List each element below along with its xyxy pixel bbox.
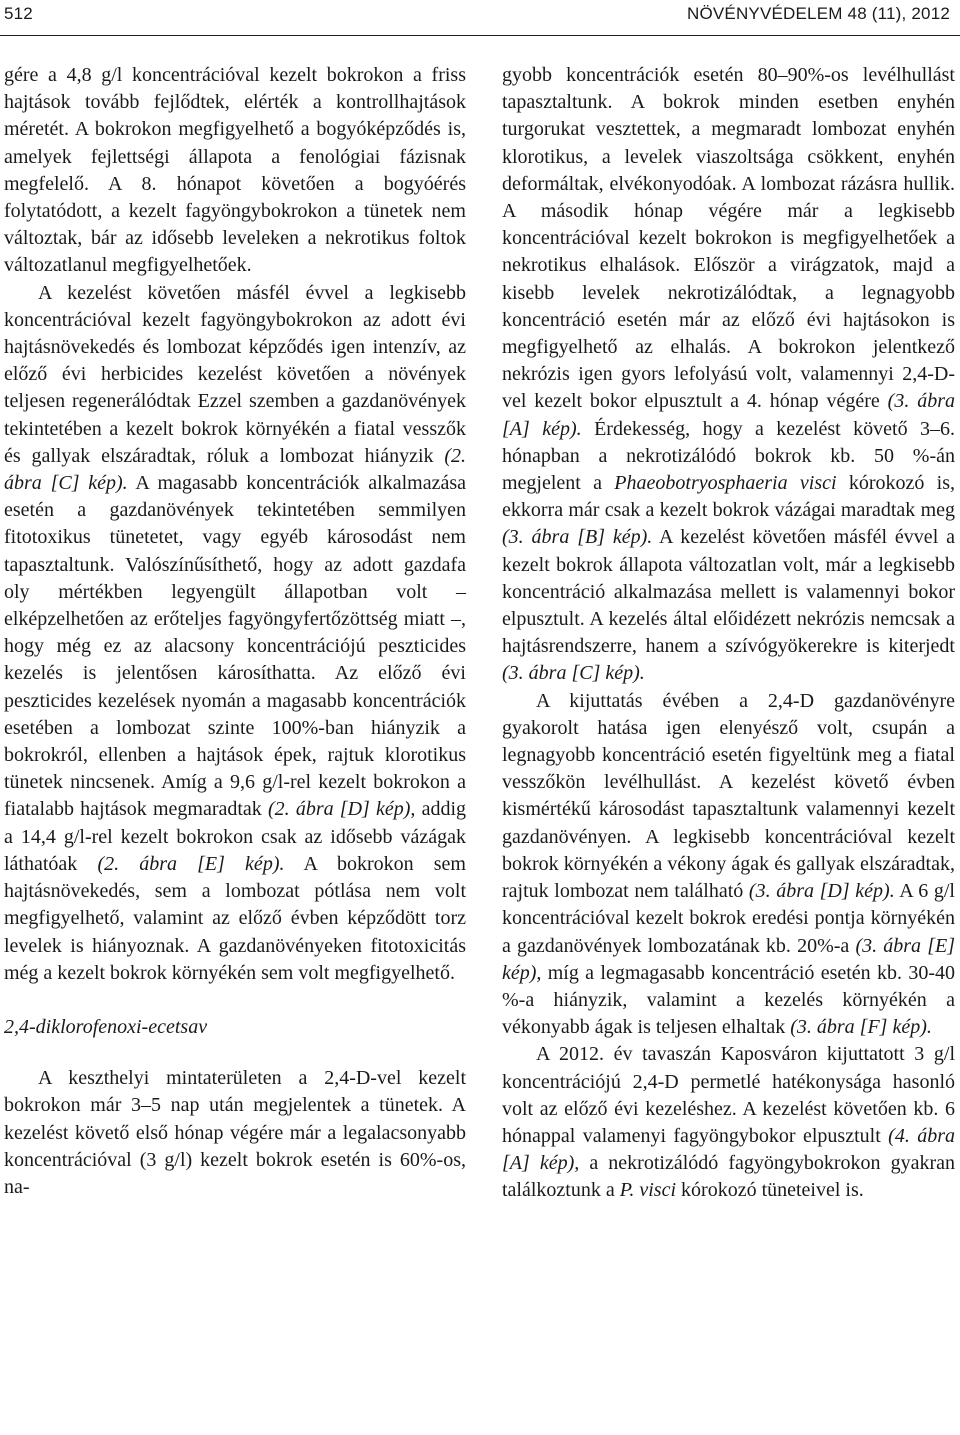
figure-reference: (2. ábra [D] kép), [267,798,416,821]
species-name: Phaeobotryosphaeria visci [614,472,837,495]
journal-title: NÖVÉNYVÉDELEM 48 (11), 2012 [686,4,950,23]
figure-reference: (2. ábra [E] kép). [97,852,285,875]
paragraph-continuation: gyobb koncentrációk esetén 80–90%-os levélhullást tapasztaltunk. A bokrok minden esetben enyhén turgorukat vesztettek, a megmaradt lombozat enyhén klorotikus, a levelek viaszoltsága csökkent, enyhén deformáltak, elvékonyodóak. A lombozat rázásra hullik. A második hónap végére már a legkisebb koncentrációval kezelt bokrokon is megfigyelhetőek a nekrotikus elhalások. Először a virágzatok, majd a kisebb levelek nekrotizálódtak, a legnagyobb koncentráció esetén már az előző évi hajtásokon is megfigyelhető az elhalás. A bokrokon jelentkező nekrózis igen gyors lefolyású volt, valamennyi 2,4-D-vel kezelt bokor elpusztult a 4. hónap végére (3. ábra [A] kép). Érdekesség, hogy a kezelést követő 3–6. hónapban a nekrotizálódó bokrok kb. 50 %-án megjelent a Phaeobotryosphaeria visci kórokozó is, ekkorra már csak a kezelt bokrok vázágai maradtak meg (3. ábra [B] kép). A kezelést követően másfél évvel a kezelt bokrok állapota változatlan volt, már a legkisebb koncentráció alkalmazása mellett is valamennyi bokor elpusztult. A kezelés által előidézett nekrózis nemcsak a hajtásrendszerre, hanem a szívógyökerekre is kiterjedt (3. ábra [C] kép). [502,64,956,685]
paragraph: A kijuttatás évében a 2,4-D gazdanövényre gyakorolt hatása igen elenyésző volt, csupán a legnagyobb koncentráció esetén figyeltünk meg a fiatal vesszőkön levélhullást. A kezelést követő évben kismértékű károsodást tapasztaltunk valamennyi kezelt gazdanövényen. A legkisebb koncentrációval kezelt bokrok környékén a vékony ágak és gallyak elszáradtak, rajtuk lombozat nem található (3. ábra [D] kép). A 6 g/l koncentrációval kezelt bokrok eredési pontja környékén a gazdanövények lombozatának kb. 20%-a (3. ábra [E] kép), míg a legmagasabb koncentráció esetén kb. 30-40 %-a hiányzik, valamint a kezelés környékén a vékonyabb ágak is teljesen elhaltak (3. ábra [F] kép). [502,689,956,1039]
figure-reference: (3. ábra [E] kép), [502,934,956,984]
paragraph-continuation: gére a 4,8 g/l koncentrációval kezelt bokrokon a friss hajtások tovább fejlődtek, elérték a kontrollhajtások méretét. A bokrokon megfigyelhető a bogyóképződés is, amelyek fejlettségi állapota a fenológiai fázisnak megfelelő. A 8. hónapot követően a bogyóérés folytatódott, a kezelt fagyöngybokrokon a tünetek nem változtak, bár az idősebb leveleken a nekrotikus foltok változatlanul megfigyelhetőek. [4,64,466,277]
figure-reference: (3. ábra [D] kép). [748,880,895,903]
figure-reference: (3. ábra [C] kép). [502,662,645,685]
figure-reference: (3. ábra [B] kép). [502,526,653,549]
paragraph: A kezelést követően másfél évvel a legkisebb koncentrációval kezelt fagyöngybokrokon az adott évi hajtásnövekedés és lombozat képződés igen intenzív, az előző évi herbicides kezelést követően a növények teljesen regenerálódtak Ezzel szemben a gazdanövények tekintetében a kezelt bokrok környékén a fiatal vesszők és gallyak elszáradtak, róluk a lombozat hiányzik (2. ábra [C] kép). A magasabb koncentrációk alkalmazása esetén a gazdanövények tekintetében semmilyen fitotoxikus tünetetet, vagy egyéb károsodást nem tapasztaltunk. Valószínűsíthető, hogy az adott gazdafa oly mértékben legyengült állapotban volt – elképzelhetően az erőteljes fagyöngyfertőzöttség miatt –, hogy még ez az alacsony koncentrációjú peszticides kezelés is jelentősen károsíthatta. Az előző évi peszticides kezelések nyomán a magasabb koncentrációk esetében a lombozat szinte 100%-ban hiányzik a bokrokról, ellenben a hajtások épek, rajtuk klorotikus tünetek nincsenek. Amíg a 9,6 g/l-rel kezelt bokrokon a fiatalabb hajtások megmaradtak (2. ábra [D] kép), addig a 14,4 g/l-rel kezelt bokrokon csak az idősebb vázágak láthatóak (2. ábra [E] kép). A bokrokon sem hajtásnövekedés, sem a lombozat pótlása nem volt megfigyelhető, valamint az előző évben képződött torz levelek is hiányoznak. A gazdanövényeken fitotoxicitás még a kezelt bokrok környékén sem volt megfigyelhető. [4,281,467,984]
figure-reference: (2. ábra [C] kép). [4,444,466,495]
left-column [4,62,466,1201]
paragraph: A keszthelyi mintaterületen a 2,4-D-vel kezelt bokrokon már 3–5 nap után megjelentek a tünetek. A kezelést követő első hónap végére már a legalacsonyabb koncentrációval (3 g/l) kezelt bokrok esetén is 60%-os, na- [4,1067,466,1198]
paragraph: A 2012. év tavaszán Kaposváron kijuttatott 3 g/l koncentrációjú 2,4-D permetlé hatékonysága hasonló volt az előző évi kezeléshez. A kezelést követően kb. 6 hónappal valamenyi fagyöngybokor elpusztult (4. ábra [A] kép), a nekrotizálódó fagyöngybokrokon gyakran találkoztunk a P. visci kórokozó tüneteivel is. [502,1043,956,1202]
figure-reference: (3. ábra [F] kép). [790,1016,932,1039]
figure-reference: (3. ábra [A] kép). [502,390,955,440]
running-header [4,4,950,26]
section-heading: 2,4-diklorofenoxi-ecetsav [4,1015,208,1038]
figure-reference: (4. ábra [A] kép), [502,1124,955,1175]
right-column [502,62,955,1205]
species-name: P. visci [619,1179,677,1202]
page-number: 512 [4,4,33,23]
header-rule [0,35,960,36]
